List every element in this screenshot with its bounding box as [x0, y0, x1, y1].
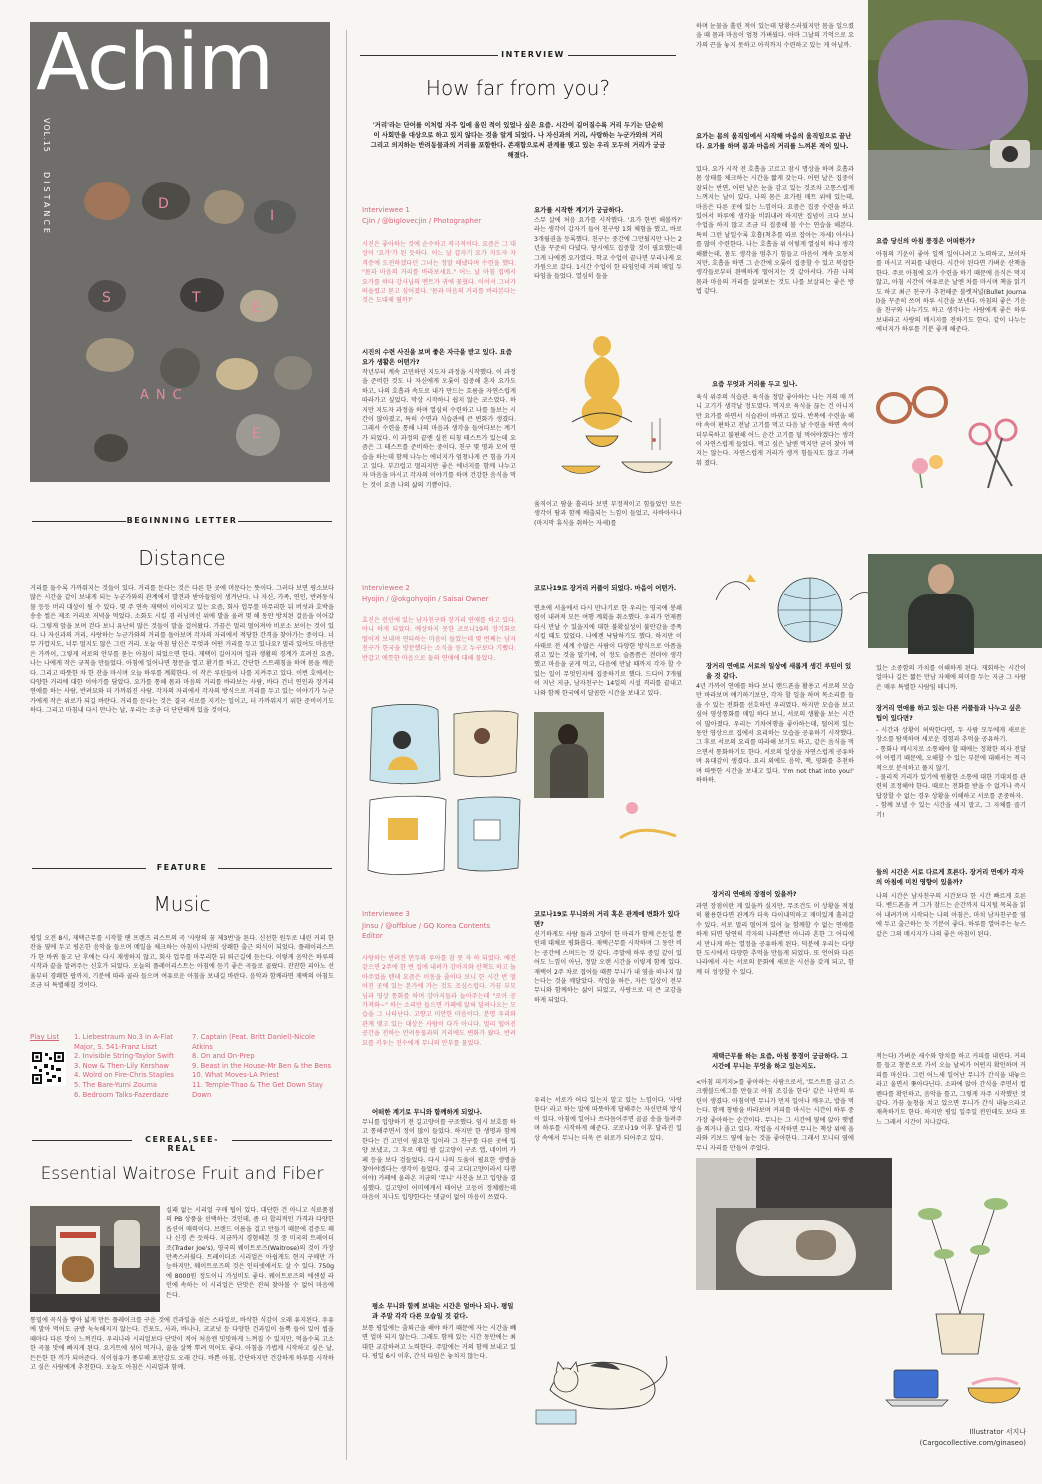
track-item: 1. Liebestraum No.3 in A-Flat Major, S. 541-Franz Liszt [74, 1033, 173, 1051]
track-item: 2. Invisible String-Taylor Swift [74, 1052, 174, 1061]
stone [86, 338, 134, 372]
interviewee-2-q3: 장거리 연애의 장점이 있을까? [712, 890, 797, 898]
interviewee-3-intro: 사랑하는 반려견 만두와 루아를 잠 못 자 하 되었다. 예전 같으면 2주에 한 번 집에 내려가 강아지와 산책도 하고 놀아주었을 텐데 요즘은 이동을 줄이다 보니 한 시간 반 떨어진 곳에 있는 본가에 가는 것도 조심스럽다. 가끔 부모님과 영상 통화를 하며 강아지들과 놀아주는데 "로아 공 가져와~" 하는 소리만 들으면 카페에 앉혀 달려나오는 모습을 그 나타난다. 고향고 미안한 마음이다. 분명 우리와 관계 맺고 있는 대상은 사람이 다가 아니다. 멀리 떨어진 공간을 전하는 반려동물과의 거리에도 변화가 왔다. 반려묘를 키우는 진수에게 무니의 안부를 물었다. [362, 955, 516, 1047]
interviewee-2-a6: 나의 시간은 남자친구의 시간보다 한 시간 빠르게 흐른다. 밴드폰을 켜 그가 잠드는 순간까지 디지털 목록을 읽어 내려가며 시작되는 나의 아침은, 마치 남자친구를 옆에 두고 출근하는 듯 기분이 좋다. 하루를 열어주는 뉴스 같은 그의 메시지가 나의 좋은 아침이 된다. [876, 893, 1026, 938]
interview-lead: '거리'라는 단어를 이처럼 자주 입에 올린 적이 있었나 싶은 요즘. 시간이 길어질수록 거리 두기는 단순히 이 사회만을 대상으로 하고 있지 않다는 것을 알게 되었다. 나 자신과의 거리, 사랑하는 누군가와의 거리 그리고 의지하는 반려동물과의 거리를 포함한다. 존재함으로써 관계를 맺고 있는 우리 모두의 거리가 궁금해졌다. [370, 121, 666, 159]
portrait-photo [534, 712, 604, 798]
cat-photo [696, 1158, 892, 1290]
interviewee-2-q5: 장거리 연애를 하고 있는 다른 커플들과 나누고 싶은 팁이 있다면? [876, 704, 1022, 722]
track-item: 9. Beast in the House-Mr Ben & the Bens [192, 1061, 332, 1070]
scissors-illustration [962, 416, 1032, 496]
track-item: 11. Temple-Thao & The Get Down Stay Down [192, 1080, 324, 1099]
letter-kicker: BEGINNING LETTER [126, 516, 238, 525]
glasses-illustration [872, 382, 952, 430]
interviewee-2-q2: 장거리 연애로 서로의 일상에 새롭게 생긴 루틴이 있을 것 같다. [706, 662, 852, 680]
interviewee-1-q4: 요즘 무엇과 거리를 두고 있나. [712, 380, 798, 388]
interviewee-1-a2: 스무 살에 처음 요가를 시작했다. '요가 한번 해볼까?' 라는 생각이 갑자기 들어 친구랑 1회 체험을 했고, 바로 3개월권을 등록했다. 친구는 중간에 그만뒀지만 나는 2년을 꾸준히 다녔다. 당시에도 집중할 것이 필요했는데 그게 나에겐 요가였다. 학교 수업이 끝나면 부리나케 요가원으로 갔다. 1시간 수업이 한 타임인데 거의 매일 두 타임을 들었다. 열심히 들을 [534, 217, 682, 281]
interviewee-1-intro: 시진은 좋아하는 것에 순수하고 적극적이다. 요즘은 그 대상이 '요가'가 된 듯하다. 어느 날 갑자기 요가 지도자 자격증에 도전하겠다던 그녀는 정말 해냈다며 수련을 했다. "몸과 마음의 거리를 바라보세요." 어느 날 아침 집에서 요가를 하다 강사님의 멘트가 귀에 꽂혔다. 이어서 그녀가 떠올렸고 묻고 싶어졌다. '몸과 마음의 거리를 바라본다는 것은 도대체 뭘까?' [362, 241, 516, 305]
milk-bottle [114, 1220, 140, 1268]
interviewee-2-a5: - 시간과 상황이 허락한다면, 두 사람 모두에게 새로운 장소를 탐색하며 새로운 경험과 추억을 공유하기. - 통화나 메시지로 소통해야 할 때에는 정확한 의사 전달이 어렵기 때문에, 오해할 수 있는 부분에 대해서는 적극적으로 분석하고 풀지 않기. - 물리적 거리가 있기에 원활한 소통에 대한 기대치를 관련히 조정해야 한다. 때로는 전화를 받을 수 없거나 즉시 답장할 수 없는 경우 상황을 이해하고 서로를 존중하자. - 함께 보낼 수 있는 시간을 세지 말고, 그 자체를 즐기기! [876, 727, 1026, 819]
flower-illustration [904, 444, 954, 488]
interviewee-3-label: Interviewee 3 [362, 910, 410, 918]
interviewee-3-a4: <아침 피거지>를 좋아하는 사람으로서, '토스트를 굽고 스크램블드에그를 만들고 아침 조깅을 한다' 같은 나만의 루틴이 생겼다. 아침이면 무니가 먼저 일어나 깨우고, 밥을 먹는다. 함께 창밖을 바라보며 커피를 마시는 시간이 하루 중 가장 좋아하는 순간이다. 무니는 그 시간에 옆에 앉아 햇볕을 쬐거나 졸고 있다. 작업을 시작하면 무니는 책상 위에 올라와 키보드 옆에 눕는 것을 좋아한다. 그래서 모니터 옆에 무니 자리를 만들어 주었다. [696, 1079, 854, 1152]
yoga-illustration [552, 326, 682, 490]
cereal-photo [30, 1206, 160, 1312]
interviewee-3-q4: 재택근무를 하는 요즘, 아침 풍경이 궁금하다. 그 시간에 무니는 무엇을 하고 있는지도. [712, 1052, 848, 1070]
stone [94, 434, 128, 462]
cereal-body-1: 실패 없는 시리얼 구매 팁이 있다. 대단한 건 아니고 식료품점의 PB 상품을 선택하는 것인데, 좀 더 합리적인 가격과 다양한 옵션이 매력이다. 브랜드 이름을 걸고 만들기 때문에 검증도 꽤나 신경 쓴 듯하다. 지금까지 경험해본 것 중 미국의 트레이더조(Trader Joe's), 영국의 웨이트로즈(Waitrose)의 것이 가장 만족스러웠다. 트레이더조 시리얼은 아쉽게도 현지 구매만 가능하지만, 웨이트로즈의 것은 인터넷에서도 살 수 있다. 750g에 8000원 정도이니 가성비도 좋다. 웨이트로즈의 에센셜 라인에 속하는 이 시리얼은 단맛은 전혀 찾아볼 수 없어 마음에 든다. [166, 1207, 334, 1299]
track-item: 6. Bedroom Talks-Fazerdaze [74, 1090, 169, 1099]
interviewee-3-a1: 신기하게도 사람 돌과 고양이 한 마리가 함께 은둔일 뿐인데 대체로 평화롭다. 재택근무를 시작하며 그 동안 비는 공간에 스며드는 것 같다. 주말에 하루 중일 같이 있어도 느낌이 아닌, 정말 오랜 시간을 이렇게 함께 있다. 재택이 2주 차로 접어들 때쯤 무니가 내 옆을 떠나지 않는다는 것을 깨달았다. 작업을 하든, 자든 일상이 전부 무니와 함께하는 삶이 되었고, 사랑으로 더 큰 교감을 하게 되었다. [534, 931, 682, 1004]
masthead-logo: Achim [36, 18, 273, 108]
interviewee-2-a1: 연초에 서울에서 다시 만나기로 한 우리는 영국에 봉쇄령이 내려져 모든 여행 계획을 취소했다. 우리가 언제쯤 다시 만날 수 있을지에 대한 불확실성이 불안감을 증폭시킬 때도 있었다. 나에겐 낙담하기도 했다. 하지만 이 사태로 전 세계 수많은 사람이 다양한 방식으로 아픔을 겪고 있는 것을 알기에, 이 정도 슬픔쯤은 견뎌야 생각했고 마음을 굳게 먹고, 다음에 만날 때까지 각자 할 수 있는 일이 무엇인지에 집중하기로 했다. 드디어 7개월이 지난 지금, 남자친구는 14일의 시설 격리를 끝내고 나와 함께 한국에서 달콤한 시간을 보내고 있다. [534, 605, 682, 697]
interviewee-3-a3b: 우리는 서로가 어디 있는지 알고 있는 느낌이다. '사랑한다' 라고 하는 말에 따뜻하게 답해주는 자신만의 방식이 있다. 아침에 일어나 쓰다듬어주면 골골 송을 들려주며 하루를 시작하게 해준다. 코로나19 이후 달라진 일상 속에서 무니는 더욱 큰 위로가 되어주고 있다. [534, 1097, 682, 1142]
interviewee-3-a3: 보통 평일에는 출퇴근을 해야 하기 때문에 자는 시간을 빼면 얼마 되지 않는다. 그래도 함께 있는 시간 동안에는 최대한 교감하려고 노력한다. 주말에는 거의 함께 보내고 있다. 평일 6시 이후, 간식 타임은 놓치지 않는다. [362, 1325, 516, 1361]
camera-icon [990, 140, 1030, 168]
cereal-body-2: 통밀에 곡식을 빻아 넓게 만든 플레이크를 구운 것에 건과일을 섞은 스타일로, 바삭한 식감이 오래 유지된다. 우유에 말아 먹어도 금방 눅눅해지지 않는다. 건포도, 사과, 바나나, 코코넛 등 다양한 건과일이 듬뿍 들어 있어 씹을 때마다 다른 맛이 느껴진다. 우리나라 시리얼보다 단맛이 적어 처음엔 밋밋하게 느껴질 수 있지만, 먹을수록 고소한 곡물 맛에 빠지게 된다. 요거트에 섞어 먹거나, 꿀을 살짝 뿌려 먹어도 좋다. 아침을 가볍게 시작하고 싶은 날, 든든한 한 끼가 되어준다. 식이섬유가 풍부해 포만감도 오래 간다. 바쁜 아침, 간단하지만 건강하게 하루를 시작하고 싶은 사람에게 추천한다. 오늘도 아침은 시리얼과 함께. [30, 1317, 334, 1372]
cover-letter: E [252, 300, 263, 316]
cover-letter: D [158, 196, 171, 212]
cat-illustration [530, 1300, 680, 1430]
track-item: 3. Now & Then-Lily Kershaw [74, 1061, 169, 1070]
cereal-kicker: CEREAL,SEE-REAL [145, 1135, 219, 1153]
cover-letter: E [252, 426, 263, 442]
interviewee-1-a4: 육식 위주의 식습관. 육식을 정말 좋아하는 나는 거의 매 끼니 고기가 생각날 정도였다. 먹지로 육식을 끊는 건 아니지만 요가를 하면서 식습관이 바뀌고 있다. 반복에 수련을 해야 속이 편하고 전날 고기를 먹고 다음 날 수련을 하면 속이 더부룩하고 불편해 어느 순간 고기를 덜 먹어야겠다는 생각이 자연스럽게 들었다. 먹고 싶은 날엔 먹지만 굳이 찾아 먹지는 않는다. 자연스럽게 거리가 생겨 힘들지도 않고 가벼워 졌다. [696, 394, 854, 467]
music-kicker: FEATURE [156, 863, 208, 872]
interviewee-2-label: Interviewee 2 [362, 584, 410, 592]
music-body: 평일 오전 8시, 재택근무를 시작할 땐 프랜즈 리스트의 곡 '사랑의 꿈 제3번'을 튼다. 신선한 원두로 내린 커피 한 잔을 옆에 두고 평온한 음악을 들으며 메일을 체크하는 아침이 나만의 상쾌한 출근 의식이 되었다. 플레이리스트가 한 바퀴 돌고 난 후에는 다시 재생하지 않고, 회사 업무를 마무리한 뒤 퇴근길에 듣는다. 이렇게 음악은 하루의 시작과 끝을 알려주는 신호가 되었다. 오늘의 플레이리스트는 아침에 듣기 좋은 곡들로 골랐다. 잔잔한 피아노 선율부터 경쾌한 팝까지, 기분에 따라 골라 들으며 여유로운 아침을 보내길 바란다. 음악과 함께라면 재택의 아침도 조금 더 특별해질 것이다. [30, 935, 334, 990]
stone [84, 182, 130, 220]
track-item: 10. What Moves-LA Priest [192, 1071, 280, 1080]
letter-body: 거리를 둘수록 가까워지는 것들이 있다. 거리를 둔다는 것은 다른 한 곳에 머문다는 뜻이다. 그러다 보면 평소보다 많은 시간을 같이 보내게 되는 누군가와의 관계에서 발견과 받아들임이 생겨난다. 나 자신, 가족, 연인, 반려동식물 등등 머리 대상이 될 수 있다. 몇 주 연속 재택이 이어지고 있는 요즘, 회사 업무를 마무리한 뒤 버섯과 호박을 송송 썰은 제조 커리로 저녁을 먹었다. 소화도 시킬 겸 러닝머신 위에 발을 올려 몇 해 동안 방치된 걸음을 이어갔다. 그렇게 앞을 보며 걷다 보니 유난히 많은 것들이 말을 걸어왔다. 가끔은 멀리 떨어져야 비로소 보이는 것이 있다. 나 자신과의 거리, 사랑하는 누군가와의 거리를 돌아보며 각자의 자리에서 적당한 간격을 찾아가는 중이다. 너무 가깝지도, 너무 멀지도 않은 그런 거리. 오늘 아침 당신은 무엇과 어떤 거리를 두고 있나요? 멀리 있어도 마음만은 가까이, 그렇게 서로의 안부를 묻는 아침이 되었으면 한다. 재택이 길어지며 일과 생활의 경계가 흐려진 요즘, 나는 나에게 작은 규칙을 만들었다. 아침에 일어나면 창문을 열고 환기를 하고, 간단한 스트레칭을 하며 몸을 깨운다. 그리고 따뜻한 차 한 잔을 마시며 오늘 하루를 계획한다. 이 작은 루틴들이 나를 지켜주고 있다. 이번 호에서는 다양한 거리에 대한 이야기를 담았다. 요가를 통해 몸과 마음의 거리를 바라보는 사람, 바다 건너 연인과 장거리 연애를 하는 사람, 반려묘와 더 가까워진 사람. 각자의 자리에서 각자의 방식으로 거리를 두고 있는 이야기가 누군가에게 작은 위로가 되길 바란다. 거리를 둔다는 것은 결국 서로를 지키는 일이고, 더 가까워지기 위한 준비이기도 하다. 그리고 마침내 다시 만나는 날, 우리는 조금 더 단단해져 있을 것이다. [30, 585, 334, 715]
interviewee-1-q3: 요가는 몸의 움직임에서 시작해 마음의 움직임으로 끝난다. 요가를 하며 몸과 마음의 거리를 느껴본 적이 있나. [696, 132, 852, 150]
stone [204, 190, 244, 224]
interviewee-1-a5: 아침의 기운이 좋아 일찍 일어나려고 노력하고, 보이차를 마시고 커피를 내린다. 시간이 된다면 가벼운 산책을 한다. 주로 아침에 요가 수련을 하기 때문에 음식은 먹지 않고, 아침 시간이 여유로운 날엔 차를 마시며 책을 읽기도 하고 최근 친구가 추천해준 블렛저널(Bullet Journal)을 꾸준히 쓰며 하루 시간을 보낸다. 아침의 좋은 기운을 친구와 나누기도 하고 생각나는 사람에게 좋은 하루 보내라고 사랑의 메시지를 전하기도 한다. 같이 나누는 에너지가 하루를 기분 좋게 해준다. [876, 251, 1026, 334]
track-item: 5. The Bare-Yumi Zouma [74, 1080, 158, 1089]
doodle-illustration [614, 788, 684, 858]
interviewee-3-a2: 무니를 입양하기 전 길고양이를 구조했다. 임시 보호를 하고 통해주면서 정이 많이 들었다. 하지만 한 생명과 함께한다는 건 고민이 필요한 일이라 그 친구를 다른 곳에 입양 보냈고, 그 후로 매일 밤 길고양이 구조 앱, 네이버 카페 등을 보다 검들었다. 다시 나의 도움이 필요한 생명을 찾아야겠다는 생각이 들었다. 결국 고디(고양이라서 다행이야) 카페에 올라온 지금의 '무니' 사진을 보고 입양을 결심했다. 길고양이 어미에게서 태어난 고등이 정체됐는데 마음이 지나도 입양한다는 댓글이 없어 마음이 쓰였다. [362, 1119, 516, 1202]
interview-title: How far from you? [425, 76, 611, 100]
interviewee-3-q1: 코로나19로 무니와의 거리 혹은 관계에 변화가 있다면? [534, 910, 680, 928]
interviewee-1-q2: 요가를 시작한 계기가 궁금하다. [534, 206, 624, 214]
masthead-volume: VOL.15 DISTANCE [42, 118, 51, 236]
interviewee-2-name: Hyojin / @okgohyojin / Saisai Owner [362, 595, 489, 603]
interviewee-1-a2b: 움직이고 땀을 흘리다 보면 부정적이고 힘들었던 모든 생각이 땀과 함께 배출되는 느낌이 들었고, 사바아사나(마지막 휴식을 취하는 자세)를 [534, 501, 682, 527]
cover-photo [30, 18, 330, 482]
bowl-illustration [960, 1372, 1030, 1416]
music-title: Music [153, 892, 211, 916]
interviewee-1-label: Interviewee 1 [362, 206, 410, 214]
letter-title: Distance [138, 546, 226, 570]
playlist-right [192, 1033, 334, 1100]
interviewee-3-name: Jinsu / @offblue / GQ Korea Contents Editor [362, 922, 491, 940]
cover-letter: T [192, 290, 203, 306]
stone [274, 356, 312, 390]
cover-letter: I [270, 208, 277, 224]
interviewee-2-intro: 효진은 런던에 있는 남자친구와 장거리 연애를 하고 있다. 아니 하게 되었다. 예상하지 못한 코로나19의 장기화로 떨어져 보내며 연타하는 마음이 들었는데 몇 번째는 남자친구가 한국을 방문했다는 소식을 듣고 누구보다 기뻤다. 반갑고 애틋한 마음으로 둘의 연애에 대해 물었다. [362, 617, 516, 662]
interviewee-2-a4: 있는 소중함의 가치를 이해하게 된다. 재회하는 시간이 얼마나 길든 짧든 만남 자체에 의미를 두는 지금 그 사람은 매우 특별한 사람임 테니까. [876, 665, 1026, 691]
interviewee-3-q3: 평소 무니와 함께 보내는 시간은 얼마나 되나. 평일과 주말 각각 다른 모습일 것 같다. [372, 1302, 514, 1320]
stone [216, 358, 258, 390]
interviewee-1-a1: 작년부터 계속 고민하던 지도자 과정을 시작했다. 이 과정을 준비한 것도 나 자신에게 오롯이 집중해 혼자 요가도 하고, 나의 호흡과 속도로 내가 만드는 흐름을 자연스럽게 따라가고 싶었다. 막상 시작하니 쉽지 않은 코스였다. 하지만 지도자 과정을 하며 열심히 수련하고 나를 돌보는 시간이 많아졌고, 특히 수면과 식습관에 큰 변화가 생겼다. 그래서 수련을 통해 나의 마음과 생각을 들여다보는 계기가 되었다. 이 과정의 끝엔 실전 티칭 테스트가 있는데 요즘은 그 테스트를 준비하는 중이다. 친구 몇 명과 모여 연습을 하는데 함께 나누는 에너지가 엄청나게 큰 힘을 가지고 있다. 부끄럽고 떨리지만 좋은 에너지를 함께 나누고 자 마음을 마시고 각자의 이야기를 하며 건강한 음식을 먹는 것이 요즘 나의 삶의 기쁨이다. [362, 369, 516, 489]
interviewee-1-q5: 요즘 당신의 아침 풍경은 어떠한가? [876, 237, 976, 245]
cover-letter: S [102, 290, 113, 306]
interviewee-1-q1: 시진의 수련 사진을 보며 좋은 자극을 받고 있다. 요즘 요가 생활은 어떤가? [362, 348, 512, 366]
interviewee-1-a2c: 하며 눈물을 흘린 적이 있는데 당황스러웠지만 몸을 일으켰을 때 몸과 마음이 엄청 가벼웠다. 아마 그날의 기억으로 요가의 끈을 놓지 못하고 아직까지 수련하고 있는 게 아닐까. [696, 23, 854, 49]
plant-illustration [900, 1164, 1020, 1360]
playlist-left [74, 1033, 184, 1100]
laptop-illustration [884, 1366, 954, 1410]
interviewee-2-q1: 코로나19로 장거리 커플이 되었다. 마음이 어떤가. [534, 584, 677, 592]
playlist-label[interactable]: Play List [30, 1033, 60, 1041]
track-item: 4. Wolrd on Fire-Chris Staples [74, 1071, 174, 1080]
interviewee-1-a3: 있다. 요가 시작 전 호흡을 고르고 잠시 명상을 하며 호흡과 몸 상태를 체크하는 시간을 짧게 갖는다. 어떤 날은 집중이 잘되는 반면, 어떤 날은 눈을 감고 있는 것조차 고통스럽게 느껴지는 날이 있다. 나의 몸은 요가원 매트 위에 있는데, 마음은 다른 곳에 있는 느낌이다. 요즘은 집중 수련을 하고 있어서 하루에 생각을 비워내려 하지만 집념이 크다 보니 수업을 하지 않고 조금 더 집중해 볼 수는 연습을 해본다. 특히 그런 날일수록 호흡(척추를 따로 잡아는 자세) 아사나를 많이 수련한다. 나는 호흡을 위 이렇게 열심히 하냐 생각해봤는데, 몸도 생각을 멈추기 힘들고 마음이 계속 요동치지만, 호흡을 하면 그 순간에 오롯이 집중할 수 있고 복잡한 생각들로부터 완벽하게 떨어지는 것 같아서다. 가끔 나의 몸과 마음의 거리를 살펴보는 것도 나를 보살피는 좋은 방법 같다. [696, 166, 854, 296]
globe-illustration [710, 560, 880, 656]
illustrator-credit: Illustrator 서지나 (Cargocollective.com/ginaseo) [919, 1428, 1026, 1447]
playlist-qr-code[interactable] [30, 1050, 66, 1086]
purple-cloth [878, 20, 1028, 150]
interview-kicker: INTERVIEW [501, 50, 565, 59]
interviewee-2-a3: 과연 장점이란 게 있을까 싶지만, 무조건도 이 상황을 적절히 활용한다면 관계가 더욱 다이내믹하고 재미있게 흘러갈 수 있다. 서로 멀리 떨어져 있어 늘 함께할 수 없는 연애를 하게 되면 당연히 각자의 나라뿐만 아니라 흔한 그 어디에서 만나게 하는 열정을 공유하게 된다. 덕분에 우리는 다양한 도시에서 다양한 추억을 만들게 되었다. 또 언어와 다른 나라에서 사는 서로의 문화에 새로운 시선을 갖게 되고, 함께 더 성장할 수 있다. [696, 903, 854, 976]
portrait-photo-man [868, 554, 1042, 648]
track-item: 8. On and On-Prep [192, 1052, 255, 1061]
yoga-photo [868, 0, 1042, 220]
cereal-title: Essential Waitrose Fruit and Fiber [40, 1164, 324, 1184]
video-call-illustration [362, 700, 526, 878]
track-item: 7. Captain (Feat. Britt Daniel)-Nicole Atkins [192, 1033, 316, 1051]
interviewee-1-name: Cjin / @biglovecjin / Photographer [362, 217, 482, 225]
cover-letter: ANC [140, 388, 189, 403]
stone [160, 348, 200, 388]
interviewee-2-a2: 4년 가까이 연애를 하다 보니 랜드폰을 활용고 서로의 모습만 바라보며 얘기하기보단, 각자 할 일을 하며 목소리를 들을 수 있는 전화를 선호하던 우리였다. 하지만 모습을 보고 싶어 영상통화를 매일 하다 보니, 서로의 생활을 보는 시간이 많아졌다. 우리는 기차여행을 좋아하는데, 떨어져 있는 동안 영상으로 집에서 요리하는 모습을 공유하기 시작했다. 그 후로 서로의 요리를 따라해 보기도 하고, 같은 음식을 먹으면서 통화하기도 한다. 서로의 일상을 자연스럽게 공유하며 유대감이 생겼다. 요리 외에도 음악, 책, 영화를 추천하며 따뜻한 시간을 보내고 있다. 'I'm not that into you!' 하하하. [696, 683, 854, 785]
interviewee-3-q2: 어떠한 계기로 무니와 함께하게 되었나. [372, 1108, 483, 1116]
interviewee-2-q6: 둘의 시간은 서로 다르게 흐른다. 장거리 연애가 각자의 아침에 미친 영향이 있을까? [876, 868, 1024, 886]
interviewee-3-a5: 적는다) 가벼운 세수와 양치를 하고 커피를 내린다. 커피를 들고 창문으로 가서 오늘 날씨가 어떤지 확인하며 커피를 마신다. 그런 어느새 일어난 무니가 간식을 내놓으라고 울면서 쫓아다닌다. 소파에 앉아 간식을 주면서 컬렌다를 확인하고, 음악을 틀고, 그렇게 자주 시작했던 것 같다. 가끔 놀청을 치고 있으면 무니가 간식 내놓으라고 재촉하기도 한다. 하지만 평일 일주일 전인데도 보다 또 느 그래서 시간이 지나갔다. [876, 1053, 1026, 1126]
